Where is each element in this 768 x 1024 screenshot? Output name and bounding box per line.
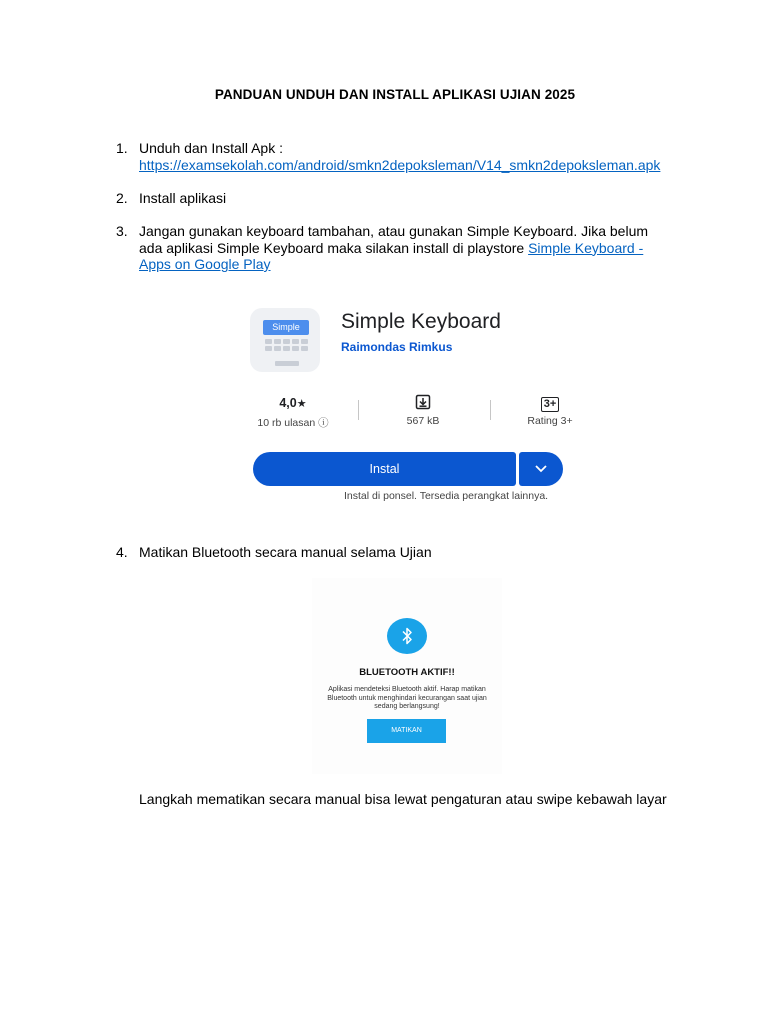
step-4-number: 4.: [116, 544, 128, 560]
app-size: 567 kB: [406, 415, 440, 427]
bluetooth-dialog-message: Aplikasi mendeteksi Bluetooth aktif. Harap matikan Bluetooth untuk menghindari kecurangan saat ujian sedang berlangsung!: [327, 686, 487, 710]
step-3-text: Jangan gunakan keyboard tambahan, atau gunakan Simple Keyboard. Jika belum ada aplikasi Simple Keyboard maka silakan install di playstore: [139, 223, 649, 256]
step-2-number: 2.: [116, 190, 128, 206]
step-4-text: Matikan Bluetooth secara manual selama Ujian: [139, 544, 432, 560]
bluetooth-status: [387, 618, 427, 654]
stat-divider: [358, 400, 359, 420]
chevron-down-icon: [534, 463, 548, 475]
bluetooth-dialog-title: BLUETOOTH AKTIF!!: [359, 667, 455, 678]
app-icon-label: Simple: [263, 320, 309, 335]
step-1-number: 1.: [116, 140, 128, 156]
bluetooth-warning-dialog: [312, 578, 502, 774]
install-options-button[interactable]: [519, 452, 563, 486]
step-1: [139, 140, 679, 173]
stat-divider: [490, 400, 491, 420]
simple-keyboard-link[interactable]: Simple Keyboard - Apps on Google Play: [139, 239, 644, 272]
app-name: Simple Keyboard: [341, 310, 501, 333]
install-note: Instal di ponsel. Tersedia perangkat lainnya.: [344, 490, 549, 502]
rating-stat: [248, 394, 338, 430]
bluetooth-icon: [399, 626, 415, 646]
keyboard-icon: [265, 339, 307, 351]
star-icon: ★: [296, 398, 307, 410]
document-title: PANDUAN UNDUH DAN INSTALL APLIKASI UJIAN 2025: [214, 87, 576, 102]
review-count: 10 rb ulasan ⓘ: [257, 417, 329, 429]
apk-download-link[interactable]: https://examsekolah.com/android/smkn2depoksleman/V14_smkn2depoksleman.apk: [139, 156, 661, 173]
content-rating-badge: 3+: [541, 397, 560, 412]
size-stat: [378, 394, 468, 427]
rating-value: 4,0: [279, 396, 297, 410]
manual-steps-note: Langkah mematikan secara manual bisa lewat pengaturan atau swipe kebawah layar: [139, 791, 667, 807]
content-rating-stat: [505, 394, 595, 427]
download-icon: [415, 394, 431, 410]
step-1-text: Unduh dan Install Apk :: [139, 140, 283, 156]
step-3-number: 3.: [116, 223, 128, 239]
step-2-text: Install aplikasi: [139, 190, 227, 206]
app-developer-link[interactable]: Raimondas Rimkus: [341, 340, 453, 354]
app-icon: [250, 308, 320, 372]
turn-off-bluetooth-button[interactable]: MATIKAN: [367, 719, 446, 743]
step-3: [139, 223, 664, 273]
content-rating-label: Rating 3+: [527, 415, 573, 427]
play-store-app-card: [248, 298, 578, 510]
install-button[interactable]: Instal: [253, 452, 516, 486]
